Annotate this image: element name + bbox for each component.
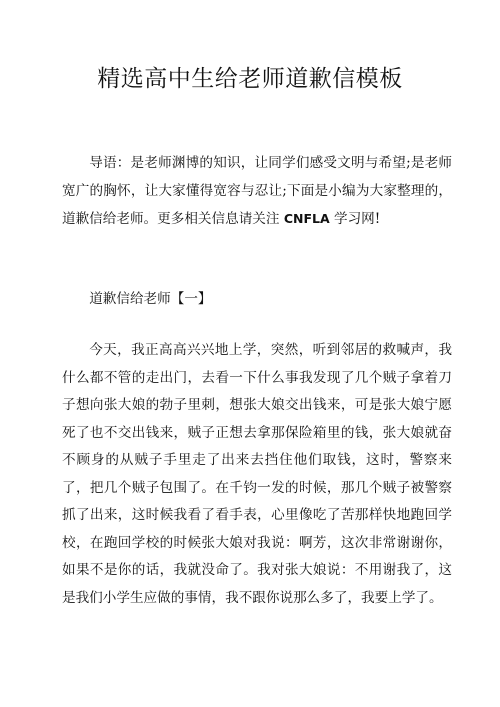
intro-text-after: 学习网! xyxy=(329,211,381,227)
section-heading: 道歉信给老师【一】 xyxy=(89,291,212,307)
intro-brand: CNFLA xyxy=(283,211,330,226)
document-title: 精选高中生给老师道歉信模板 xyxy=(97,66,403,92)
body-paragraph: 今天，我正高高兴兴地上学，突然，听到邻居的救喊声，我什么都不管的走出门，去看一下什么事我发现了几个贼子拿着刀子想向张大娘的勃子里刺，想张大娘交出钱来，可是张大娘宁愿死了也不交出钱来，贼子正想去拿那保险箱里的钱，张大娘就奋不顾身的从贼子手里走了出来去挡住他们取钱，这时，警察来了，把几个贼子包围了。在千钧一发的时候，那几个贼子被警察抓了出来，这时候我看了看手表，心里像吃了苦那样快地跑回学校，在跑回学校的时候张大娘对我说：啊芳，这次非常谢谢你，如果不是你的话，我就没命了。我对张大娘说：不用谢我了，这是我们小学生应做的事情，我不跟你说那么多了，我要上学了。 xyxy=(62,342,452,606)
intro-paragraph xyxy=(62,150,452,234)
intro-text-before: 导语：是老师渊博的知识，让同学们感受文明与希望;是老师宽广的胸怀，让大家懂得宽容与忍让;下面是小编为大家整理的，道歉信给老师。更多相关信息请关注 xyxy=(62,155,452,227)
